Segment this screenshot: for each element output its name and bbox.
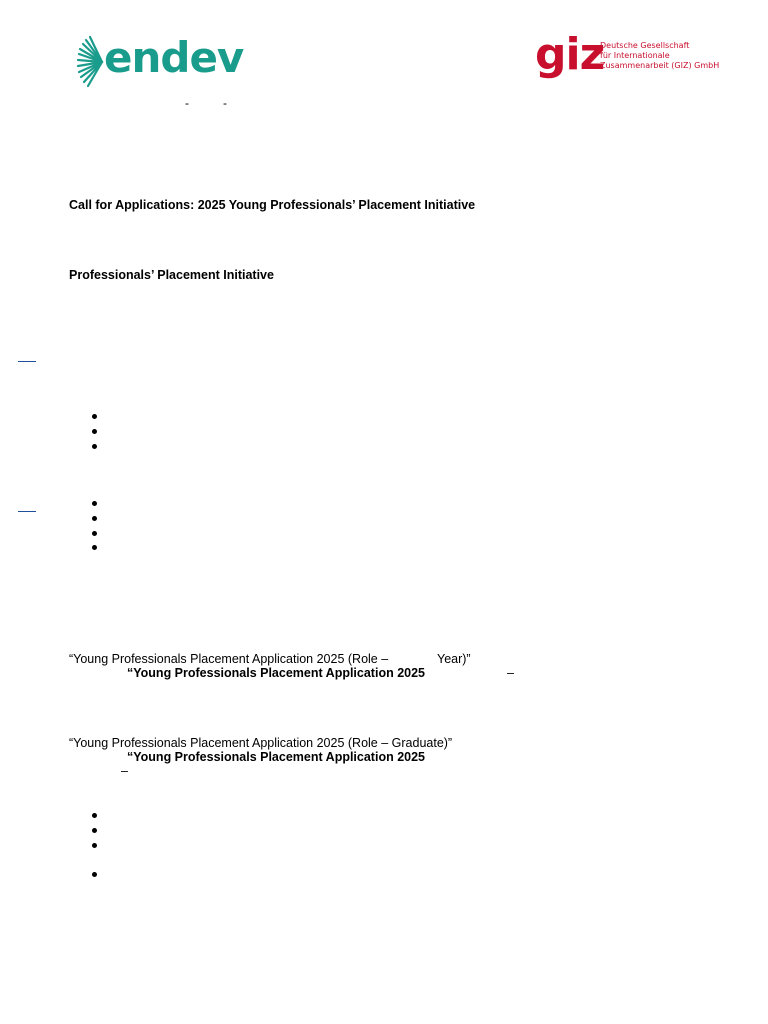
giz-tagline-line: für Internationale bbox=[600, 51, 670, 60]
application-bold-line-final-year: “Young Professionals Placement Application 2025 bbox=[127, 666, 425, 680]
giz-tagline bbox=[600, 41, 719, 71]
giz-logo bbox=[535, 29, 735, 84]
application-subject-final-year: “Young Professionals Placement Application 2025 (Role – bbox=[69, 652, 389, 666]
list-bullet bbox=[92, 429, 97, 434]
final-year-trailing-dash: – bbox=[507, 666, 514, 680]
application-subject-graduate: “Young Professionals Placement Application 2025 (Role – Graduate)” bbox=[69, 736, 453, 750]
list-bullet bbox=[92, 444, 97, 449]
list-bullet bbox=[92, 872, 97, 877]
endev-logo bbox=[76, 34, 248, 90]
graduate-trailing-dash: – bbox=[121, 764, 128, 778]
document-title: Call for Applications: 2025 Young Professionals’ Placement Initiative bbox=[69, 198, 476, 212]
hyperlink-underline[interactable] bbox=[18, 361, 36, 362]
list-bullet bbox=[92, 414, 97, 419]
list-bullet bbox=[92, 531, 97, 536]
header-dash: - bbox=[223, 96, 227, 110]
endev-sunburst-icon bbox=[76, 34, 106, 90]
giz-tagline-line: Deutsche Gesellschaft bbox=[600, 41, 690, 50]
document-subheading: Professionals’ Placement Initiative bbox=[69, 268, 274, 282]
giz-tagline-line: Zusammenarbeit (GIZ) GmbH bbox=[600, 61, 720, 70]
endev-wordmark: endev bbox=[104, 33, 244, 82]
giz-wordmark: giz bbox=[535, 29, 605, 80]
list-bullet bbox=[92, 501, 97, 506]
hyperlink-underline[interactable] bbox=[18, 511, 36, 512]
header-dash: - bbox=[185, 96, 189, 110]
list-bullet bbox=[92, 843, 97, 848]
application-bold-line-graduate: “Young Professionals Placement Application 2025 bbox=[127, 750, 425, 764]
list-bullet bbox=[92, 516, 97, 521]
application-subject-final-year-suffix: Year)” bbox=[437, 652, 471, 666]
list-bullet bbox=[92, 813, 97, 818]
list-bullet bbox=[92, 545, 97, 550]
list-bullet bbox=[92, 828, 97, 833]
